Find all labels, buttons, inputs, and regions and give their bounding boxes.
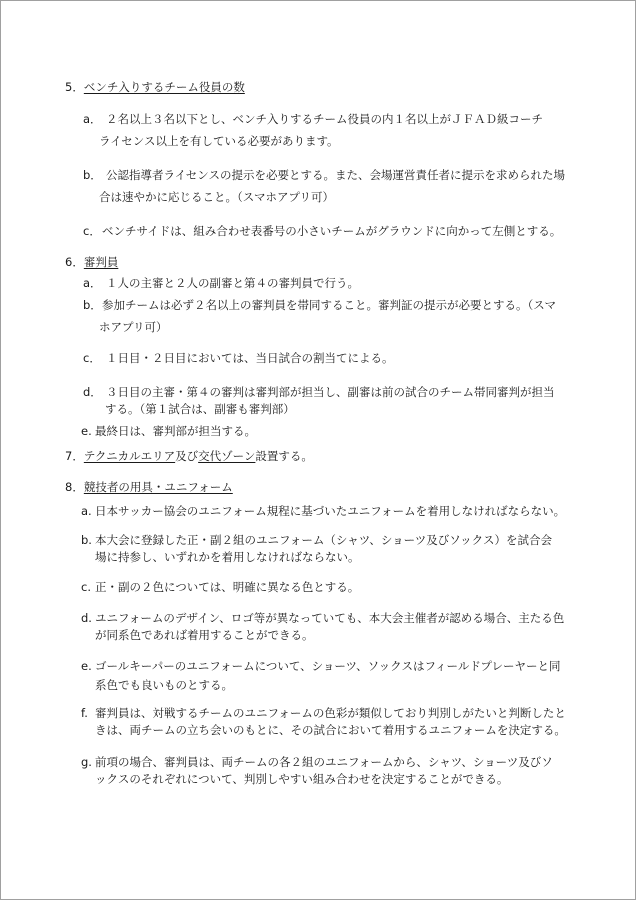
item-marker: b． [83,298,102,312]
item-text: ホアプリ可） [99,320,168,334]
item-marker: e. [81,659,92,673]
technical-area-text: テクニカルエリア [83,449,176,463]
item-text: 日本サッカー協会のユニフォーム規程に基づいたユニフォームを着用しなければならない。 [95,504,566,518]
item-text: ゴールキーパーのユニフォームについて、ショーツ、ソックスはフィールドプレーヤーと同 [95,659,561,673]
item-marker: c． [83,224,101,238]
item-text: １人の主審と２人の副審と第４の審判員で行う。 [106,276,359,290]
item-text: 公認指導者ライセンスの提示を必要とする。また、会場運営責任者に提示を求められた場 [106,168,565,182]
item-text: 正・副の２色については、明確に異なる色とする。 [95,580,360,594]
item-marker: g. [81,755,92,769]
item-marker: a． [83,112,102,126]
item-text: 系色でも良いものとする。 [95,678,233,692]
item-text: ックスのそれぞれについて、判別しやすい組み合わせを決定することができる。 [95,772,509,786]
item-text: １日目・２日目においては、当日試合の割当てによる。 [106,351,394,365]
connector-text: 及び [175,449,199,463]
section-title: 競技者の用具・ユニフォーム [83,480,233,494]
substitution-zone-text: 交代ゾーン [198,449,256,463]
item-text: ライセンス以上を有している必要があります。 [99,134,339,148]
item-text: 本大会に登録した正・副２組のユニフォーム（シャツ、ショーツ及びソックス）を試合会 [95,533,553,547]
item-text: 場に持参し、いずれかを着用しなければならない。 [95,550,360,564]
item-text: が同系色であれば着用することができる。 [95,628,314,642]
item-marker: a. [81,504,92,518]
item-text: 前項の場合、審判員は、両チームの各２組のユニフォームから、シャツ、ショーツ及びソ [95,755,553,769]
item-text: 参加チームは必ず２名以上の審判員を帯同すること。審判証の提示が必要とする。（スマ [102,298,557,312]
item-text: ２名以上３名以下とし、ベンチ入りするチーム役員の内１名以上がＪＦＡＤ級コーチ [106,112,543,126]
item-marker: e. [81,424,92,438]
item-marker: f. [81,706,88,720]
section-6-heading [65,254,118,270]
item-text: する。（第１試合は、副審も審判部） [105,402,295,416]
section-7-heading [65,448,313,464]
section-number: 8． [65,480,84,494]
section-number: 7． [65,449,84,463]
item-marker: a． [83,276,102,290]
section-number: 6． [65,255,84,269]
item-marker: c. [81,580,91,594]
item-text: きは、両チームの立ち会いのもとに、その試合において着用するユニフォームを決定する。 [95,723,566,737]
item-text: ３日目の主審・第４の審判は審判部が担当し、副審は前の試合のチーム帯同審判が担当 [106,385,555,399]
item-marker: c． [83,351,101,365]
item-text: ベンチサイドは、組み合わせ表番号の小さいチームがグラウンドに向かって左側とする。 [102,224,562,238]
section-title: 審判員 [83,255,119,269]
section-number: 5． [65,80,84,94]
item-marker: b. [81,533,92,547]
item-text: 審判員は、対戦するチームのユニフォームの色彩が類似しており判別しがたいと判断したと [95,706,566,720]
section-8-heading [65,479,233,495]
item-text: 合は速やかに応じること。（スマホアプリ可） [99,190,335,204]
section-title: ベンチ入りするチーム役員の数 [83,80,245,94]
item-text: 最終日は、審判部が担当する。 [95,424,256,438]
item-text: ユニフォームのデザイン、ロゴ等が異なっていても、本大会主催者が認める場合、主たる色 [95,611,565,625]
tail-text: 設置する。 [255,449,313,463]
item-marker: d． [83,385,102,399]
section-5-heading [65,79,245,95]
item-marker: b． [83,168,102,182]
item-marker: d. [81,611,92,625]
